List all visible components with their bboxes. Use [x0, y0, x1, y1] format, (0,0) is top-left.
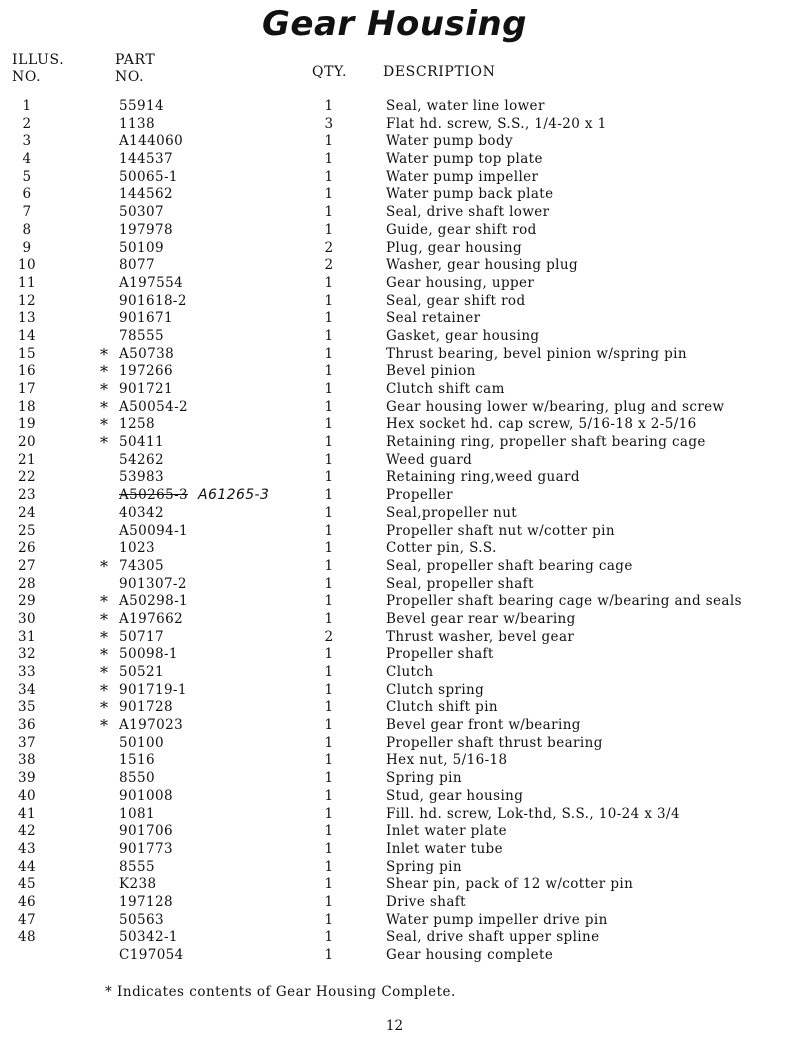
quantity: 1 — [324, 416, 334, 433]
description: Hex socket hd. cap screw, 5/16-18 x 2-5/16 — [386, 416, 697, 433]
header-illus-line2: NO. — [12, 69, 42, 85]
page-number: 12 — [385, 1018, 404, 1034]
quantity: 1 — [324, 274, 334, 291]
complete-marker: * — [100, 663, 109, 682]
part-number: C197054 — [119, 947, 184, 963]
illus-number: 21 — [18, 451, 36, 468]
description: Flat hd. screw, S.S., 1/4-20 x 1 — [386, 115, 607, 132]
part-number: 1258 — [119, 416, 155, 433]
description: Clutch shift cam — [386, 381, 505, 397]
illus-number: 33 — [18, 664, 36, 680]
illus-number: 32 — [18, 646, 36, 663]
part-number: A197554 — [119, 274, 184, 291]
table-row — [0, 328, 789, 346]
description: Retaining ring, propeller shaft bearing cage — [386, 434, 706, 451]
description: Seal, water line lower — [386, 98, 545, 114]
description: Gear housing lower w/bearing, plug and screw — [386, 398, 725, 415]
table-row — [0, 646, 789, 664]
part-number: K238 — [119, 876, 157, 893]
table-row — [0, 717, 789, 735]
table-row — [0, 186, 789, 204]
description: Cotter pin, S.S. — [386, 540, 497, 557]
quantity: 1 — [324, 363, 334, 380]
table-row — [0, 859, 789, 877]
part-number: 1516 — [119, 752, 155, 769]
description: Gasket, gear housing — [386, 327, 540, 344]
illus-number: 11 — [18, 274, 36, 291]
part-number: A197662 — [119, 610, 184, 627]
description: Gear housing complete — [386, 947, 554, 963]
part-number: 144562 — [119, 186, 173, 203]
table-row — [0, 593, 789, 611]
illus-number: 37 — [18, 734, 36, 751]
description: Fill. hd. screw, Lok-thd, S.S., 10-24 x 3/4 — [386, 805, 680, 822]
part-number: 50307 — [119, 204, 164, 221]
part-number: A50298-1 — [119, 593, 189, 610]
complete-marker: * — [100, 433, 109, 453]
quantity: 1 — [324, 221, 334, 238]
illus-number: 34 — [18, 681, 36, 698]
quantity: 1 — [324, 504, 334, 521]
table-row — [0, 363, 789, 381]
quantity: 1 — [324, 734, 334, 751]
illus-number: 13 — [18, 310, 36, 327]
quantity: 1 — [324, 823, 334, 840]
part-number: 50109 — [119, 239, 164, 256]
part-number: 197266 — [119, 363, 173, 380]
table-row — [0, 806, 789, 824]
table-row — [0, 240, 789, 258]
part-number: 54262 — [119, 451, 164, 468]
complete-marker: * — [100, 344, 109, 364]
quantity: 1 — [324, 575, 334, 592]
description: Hex nut, 5/16-18 — [386, 752, 508, 769]
illus-number: 45 — [18, 876, 36, 893]
table-row — [0, 381, 789, 399]
table-row — [0, 487, 789, 505]
description: Thrust bearing, bevel pinion w/spring pin — [386, 345, 687, 362]
illus-number: 27 — [18, 557, 36, 574]
header-part-line2: NO. — [115, 69, 145, 85]
table-row — [0, 275, 789, 293]
quantity: 1 — [324, 487, 334, 504]
illus-number: 44 — [18, 858, 36, 875]
quantity: 1 — [324, 717, 334, 734]
description: Retaining ring,weed guard — [386, 469, 580, 486]
description: Water pump back plate — [386, 186, 554, 203]
quantity: 1 — [324, 292, 334, 309]
quantity: 1 — [324, 911, 334, 928]
illus-number: 1 — [22, 98, 32, 114]
quantity: 1 — [324, 451, 334, 468]
description: Seal retainer — [386, 310, 481, 327]
illus-number: 7 — [22, 204, 32, 221]
part-number: 50065-1 — [119, 168, 178, 185]
description: Water pump impeller — [386, 168, 539, 185]
table-row — [0, 929, 789, 947]
part-number: 1023 — [119, 540, 155, 557]
description: Seal, drive shaft upper spline — [386, 929, 600, 946]
part-number: A197023 — [119, 717, 184, 734]
illus-number: 35 — [18, 699, 36, 716]
description: Spring pin — [386, 770, 462, 787]
page-title: Gear Housing — [262, 4, 527, 44]
part-number: 901719-1 — [119, 681, 187, 698]
quantity: 1 — [324, 876, 334, 893]
illus-number: 6 — [22, 186, 32, 203]
table-row — [0, 841, 789, 859]
part-number: A50054-2 — [119, 398, 189, 415]
table-row — [0, 116, 789, 134]
part-number: 78555 — [119, 327, 164, 344]
table-row — [0, 876, 789, 894]
description: Weed guard — [386, 451, 473, 468]
part-number: 8555 — [119, 858, 155, 875]
table-row — [0, 523, 789, 541]
part-number: A50094-1 — [119, 522, 189, 539]
part-number: 1138 — [119, 115, 155, 132]
description: Inlet water plate — [386, 823, 508, 840]
illus-number: 14 — [18, 327, 36, 344]
quantity: 1 — [324, 557, 334, 574]
table-row — [0, 682, 789, 700]
part-number: 901706 — [119, 823, 173, 840]
quantity: 1 — [324, 540, 334, 557]
part-number: 901728 — [119, 699, 173, 716]
illus-number: 16 — [18, 363, 36, 380]
quantity: 1 — [324, 381, 334, 397]
part-number: 50717 — [119, 628, 164, 645]
illus-number: 31 — [18, 628, 36, 645]
table-row — [0, 399, 789, 417]
complete-marker: * — [100, 397, 109, 417]
description: Water pump body — [386, 133, 514, 150]
description: Drive shaft — [386, 893, 466, 910]
illus-number: 5 — [22, 168, 32, 185]
table-row — [0, 310, 789, 328]
quantity: 1 — [324, 168, 334, 185]
quantity: 1 — [324, 681, 334, 698]
complete-marker: * — [100, 716, 109, 736]
part-number: 901773 — [119, 840, 173, 857]
table-row — [0, 699, 789, 717]
quantity: 1 — [324, 522, 334, 539]
description: Seal, gear shift rod — [386, 292, 526, 309]
complete-marker: * — [100, 380, 109, 399]
description: Bevel gear rear w/bearing — [386, 610, 576, 627]
description: Seal,propeller nut — [386, 504, 518, 521]
footnote: * Indicates contents of Gear Housing Complete. — [105, 984, 456, 1000]
part-number: 50411 — [119, 434, 164, 451]
table-row — [0, 346, 789, 364]
table-row — [0, 169, 789, 187]
part-number: 144537 — [119, 151, 173, 168]
parts-list — [0, 98, 789, 965]
table-row — [0, 257, 789, 275]
description: Propeller shaft nut w/cotter pin — [386, 522, 615, 539]
quantity: 1 — [324, 133, 334, 150]
table-row — [0, 752, 789, 770]
description: Guide, gear shift rod — [386, 221, 537, 238]
table-row — [0, 770, 789, 788]
header-illus-line1: ILLUS. — [12, 52, 65, 68]
illus-number: 48 — [18, 929, 36, 946]
description: Stud, gear housing — [386, 787, 524, 804]
quantity: 1 — [324, 469, 334, 486]
illus-number: 28 — [18, 575, 36, 592]
illus-number: 30 — [18, 610, 36, 627]
struck-part-number: A50265-3 — [119, 487, 189, 504]
complete-marker: * — [100, 680, 109, 700]
description: Inlet water tube — [386, 840, 503, 857]
part-number: 901721 — [119, 381, 173, 397]
quantity: 1 — [324, 151, 334, 168]
complete-marker: * — [100, 645, 109, 665]
part-number: 1081 — [119, 805, 155, 822]
part-number: 50521 — [119, 664, 164, 680]
complete-marker: * — [100, 362, 109, 382]
quantity: 1 — [324, 310, 334, 327]
description: Plug, gear housing — [386, 239, 523, 256]
illus-number: 22 — [18, 469, 36, 486]
header-illus-no — [12, 52, 64, 86]
complete-marker: * — [100, 556, 109, 576]
table-row — [0, 133, 789, 151]
table-row — [0, 823, 789, 841]
quantity: 1 — [324, 204, 334, 221]
description: Seal, drive shaft lower — [386, 204, 550, 221]
part-number: 55914 — [119, 98, 164, 114]
quantity: 2 — [324, 257, 334, 274]
quantity: 1 — [324, 858, 334, 875]
illus-number: 39 — [18, 770, 36, 787]
table-row — [0, 416, 789, 434]
part-number: 901671 — [119, 310, 173, 327]
illus-number: 41 — [18, 805, 36, 822]
part-number: 901307-2 — [119, 575, 187, 592]
part-number: 50563 — [119, 911, 164, 928]
quantity: 1 — [324, 805, 334, 822]
table-row — [0, 629, 789, 647]
quantity: 1 — [324, 664, 334, 680]
description: Seal, propeller shaft — [386, 575, 534, 592]
part-number: 197978 — [119, 221, 173, 238]
quantity: 1 — [324, 929, 334, 946]
illus-number: 18 — [18, 398, 36, 415]
header-part-line1: PART — [115, 52, 156, 68]
table-row — [0, 434, 789, 452]
part-number: 8550 — [119, 770, 155, 787]
illus-number: 8 — [22, 221, 32, 238]
illus-number: 42 — [18, 823, 36, 840]
description: Propeller shaft thrust bearing — [386, 734, 603, 751]
complete-marker: * — [100, 609, 109, 629]
description: Propeller — [386, 487, 453, 504]
quantity: 1 — [324, 787, 334, 804]
illus-number: 43 — [18, 840, 36, 857]
illus-number: 3 — [22, 133, 32, 150]
illus-number: 40 — [18, 787, 36, 804]
illus-number: 4 — [22, 151, 32, 168]
quantity: 1 — [324, 699, 334, 716]
description: Clutch — [386, 664, 434, 680]
table-row — [0, 735, 789, 753]
description: Thrust washer, bevel gear — [386, 628, 575, 645]
description: Clutch spring — [386, 681, 485, 698]
table-row — [0, 611, 789, 629]
table-row — [0, 452, 789, 470]
complete-marker: * — [100, 698, 109, 718]
quantity: 1 — [324, 646, 334, 663]
complete-marker: * — [100, 415, 109, 435]
quantity: 2 — [324, 628, 334, 645]
illus-number: 24 — [18, 504, 36, 521]
table-row — [0, 894, 789, 912]
complete-marker: * — [100, 627, 109, 647]
part-number: 50100 — [119, 734, 164, 751]
table-row — [0, 947, 789, 965]
quantity: 1 — [324, 434, 334, 451]
table-row — [0, 788, 789, 806]
part-number: 901618-2 — [119, 292, 187, 309]
quantity: 1 — [324, 327, 334, 344]
part-number: 8077 — [119, 257, 155, 274]
description: Bevel gear front w/bearing — [386, 717, 581, 734]
illus-number: 23 — [18, 487, 36, 504]
table-row — [0, 540, 789, 558]
header-description: DESCRIPTION — [383, 64, 496, 80]
quantity: 1 — [324, 770, 334, 787]
description: Gear housing, upper — [386, 274, 535, 291]
part-number: A50738 — [119, 345, 175, 362]
table-row — [0, 912, 789, 930]
illus-number: 38 — [18, 752, 36, 769]
part-number: 50098-1 — [119, 646, 178, 663]
description: Propeller shaft bearing cage w/bearing and seals — [386, 593, 742, 610]
table-row — [0, 469, 789, 487]
illus-number: 19 — [18, 416, 36, 433]
table-row — [0, 505, 789, 523]
description: Water pump top plate — [386, 151, 543, 168]
illus-number: 47 — [18, 911, 36, 928]
table-row — [0, 151, 789, 169]
quantity: 1 — [324, 186, 334, 203]
part-number — [119, 487, 269, 505]
part-number: 197128 — [119, 893, 173, 910]
part-number: 40342 — [119, 504, 164, 521]
description: Spring pin — [386, 858, 462, 875]
illus-number: 2 — [22, 115, 32, 132]
quantity: 2 — [324, 239, 334, 256]
quantity: 1 — [324, 610, 334, 627]
illus-number: 46 — [18, 893, 36, 910]
quantity: 1 — [324, 593, 334, 610]
illus-number: 9 — [22, 239, 32, 256]
part-number: 50342-1 — [119, 929, 178, 946]
table-row — [0, 98, 789, 116]
header-part-no — [115, 52, 155, 86]
description: Clutch shift pin — [386, 699, 499, 716]
header-qty: QTY. — [312, 64, 348, 80]
illus-number: 20 — [18, 434, 36, 451]
illus-number: 12 — [18, 292, 36, 309]
description: Seal, propeller shaft bearing cage — [386, 557, 633, 574]
quantity: 1 — [324, 947, 334, 963]
quantity: 1 — [324, 345, 334, 362]
illus-number: 10 — [18, 257, 36, 274]
handwritten-part-number: A61265-3 — [198, 487, 270, 504]
illus-number: 25 — [18, 522, 36, 539]
table-row — [0, 222, 789, 240]
part-number: A144060 — [119, 133, 184, 150]
quantity: 1 — [324, 98, 334, 114]
illus-number: 26 — [18, 540, 36, 557]
illus-number: 17 — [18, 381, 36, 397]
table-row — [0, 204, 789, 222]
quantity: 1 — [324, 398, 334, 415]
quantity: 1 — [324, 840, 334, 857]
illus-number: 36 — [18, 717, 36, 734]
complete-marker: * — [100, 592, 109, 612]
table-row — [0, 576, 789, 594]
quantity: 1 — [324, 893, 334, 910]
quantity: 1 — [324, 752, 334, 769]
part-number: 74305 — [119, 557, 164, 574]
illus-number: 29 — [18, 593, 36, 610]
description: Washer, gear housing plug — [386, 257, 579, 274]
description: Shear pin, pack of 12 w/cotter pin — [386, 876, 634, 893]
quantity: 3 — [324, 115, 334, 132]
table-row — [0, 293, 789, 311]
part-number: 901008 — [119, 787, 173, 804]
description: Bevel pinion — [386, 363, 476, 380]
description: Propeller shaft — [386, 646, 494, 663]
part-number: 53983 — [119, 469, 164, 486]
table-row — [0, 558, 789, 576]
description: Water pump impeller drive pin — [386, 911, 608, 928]
table-row — [0, 664, 789, 682]
illus-number: 15 — [18, 345, 36, 362]
